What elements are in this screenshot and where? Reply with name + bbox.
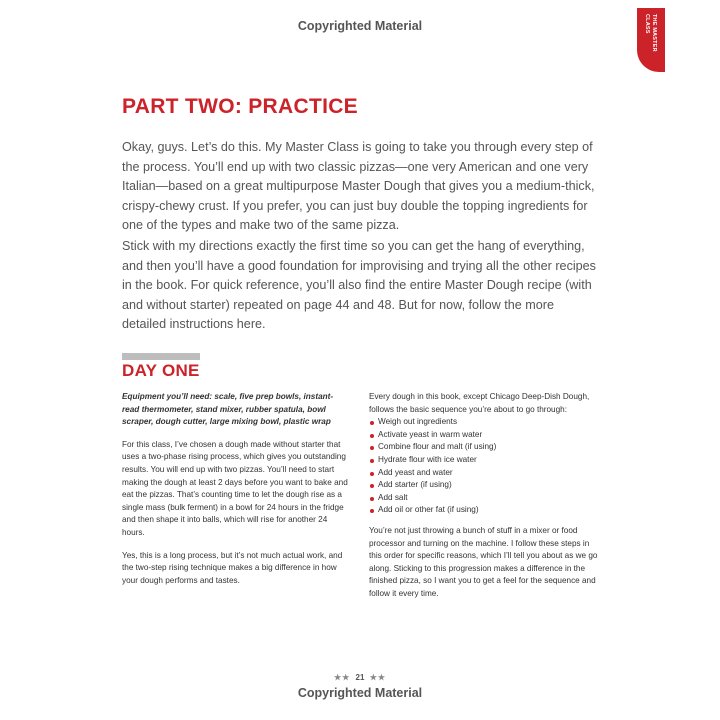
left-paragraph-2: Yes, this is a long process, but it’s not much actual work, and the two-step rising technique makes a big difference in how your dough performs and tastes. xyxy=(122,550,343,585)
list-item: Add starter (if using) xyxy=(369,479,604,492)
left-column xyxy=(122,391,348,597)
chapter-tab-line-1: THE MASTER xyxy=(651,14,657,52)
list-item: Activate yeast in warm water xyxy=(369,429,604,442)
right-column xyxy=(369,391,604,611)
left-paragraph-1: For this class, I’ve chosen a dough made without starter that uses a two-phase rising process, which gives you outstanding results. You will end up with two pizzas. You’ll need to start making the dough at least 2 days before you want to bake and eat the pizzas. That’s counting time to let the dough rise as a single mass (bulk ferment) in a bowl for 24 hours in the fridge and then shape it into balls, which will rise for another 24 hours. xyxy=(122,439,348,537)
equipment-list: Equipment you’ll need: scale, five prep bowls, instant-read thermometer, stand mixer, rubber spatula, bowl scraper, dough cutter, large mixing bowl, plastic wrap xyxy=(122,392,334,427)
intro-paragraph-1: Okay, guys. Let’s do this. My Master Class is going to take you through every step of the process. You’ll end up with two classic pizzas—one very American and one very Italian—based on a great multipurpose Master Dough that gives you a medium-thick, crispy-chewy crust. If you prefer, you can just buy double the topping ingredients for one of the types and make two of the same pizza. xyxy=(122,140,595,233)
list-item: Add yeast and water xyxy=(369,467,604,480)
copyright-header: Copyrighted Material xyxy=(297,19,423,33)
intro-paragraph-2: Stick with my directions exactly the first time so you can get the hang of everything, and then you’ll have a good foundation for improvising and trying all the other recipes in the book. For quick reference, you’ll also find the entire Master Dough recipe (with and without starter) repeated on page 44 and 48. But for now, follow the more detailed instructions here. xyxy=(122,239,596,332)
list-item: Add salt xyxy=(369,492,604,505)
star-ornament-left: ★★ xyxy=(333,673,351,682)
section-title: DAY ONE xyxy=(122,361,200,380)
page-number: 21 xyxy=(355,673,365,682)
page-number-footer xyxy=(0,673,720,682)
right-closing-paragraph: You’re not just throwing a bunch of stuff in a mixer or food processor and turning on the machine. I follow these steps in this order for specific reasons, which I’ll tell you about as we go along. Sticking to this progression makes a difference in the finished pizza, so I want you to get a feel for the sequence and follow it every time. xyxy=(369,525,598,598)
chapter-tab-line-2: CLASS xyxy=(644,14,650,34)
list-item: Combine flour and malt (if using) xyxy=(369,441,604,454)
copyright-footer: Copyrighted Material xyxy=(297,686,423,700)
right-intro-paragraph: Every dough in this book, except Chicago Deep-Dish Dough, follows the basic sequence you’re about to go through: xyxy=(369,392,590,414)
chapter-tab-label xyxy=(643,14,657,52)
page-title: PART TWO: PRACTICE xyxy=(122,95,358,118)
chapter-tab xyxy=(637,8,665,72)
section-divider-bar xyxy=(122,353,200,360)
star-ornament-right: ★★ xyxy=(369,673,387,682)
dough-steps-list xyxy=(369,416,604,517)
list-item: Hydrate flour with ice water xyxy=(369,454,604,467)
list-item: Add oil or other fat (if using) xyxy=(369,504,604,517)
list-item: Weigh out ingredients xyxy=(369,416,604,429)
